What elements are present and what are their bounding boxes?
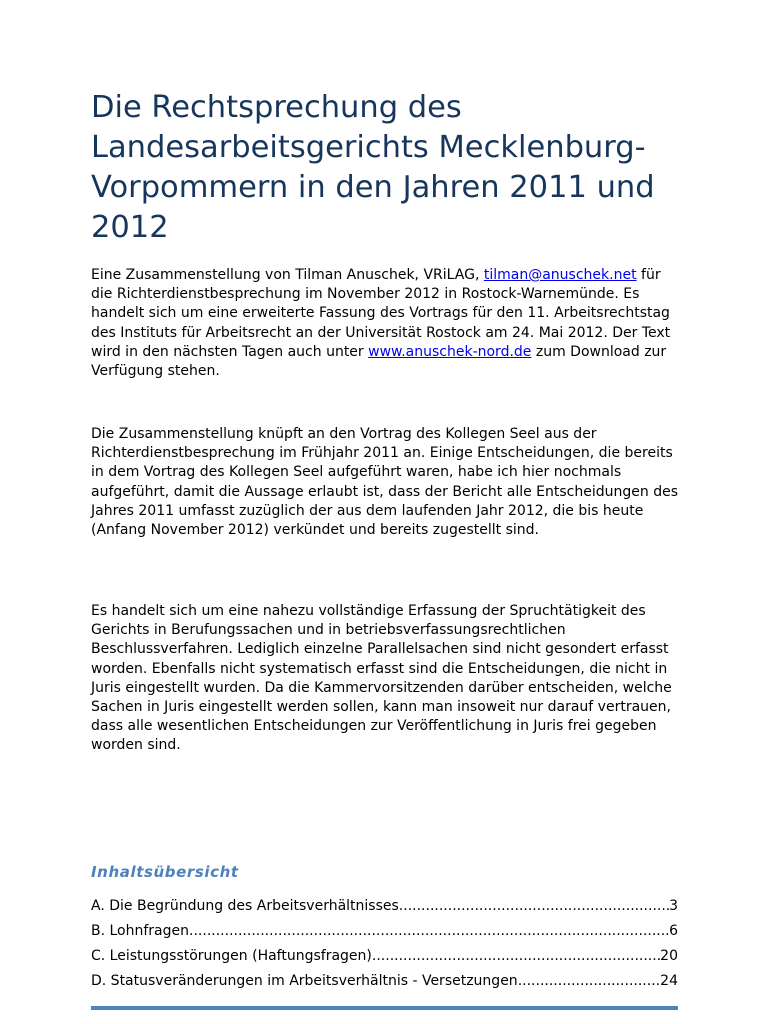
paragraph-previous-report: Die Zusammenstellung knüpft an den Vortrag des Kollegen Seel aus der Richterdienstbesprechung im Frühjahr 2011 an. Einige Entscheidungen, die bereits in dem Vortrag des Kollegen Seel aufgeführt waren, habe ich hier nochmals aufgeführt, damit die Aussage erlaubt ist, dass der Bericht alle Entscheidungen des Jahres 2011 umfasst zuzüglich der aus dem laufenden Jahr 2012, die bis heute (Anfang November 2012) verkündet und bereits zugestellt sind. bbox=[91, 426, 678, 539]
toc-item-page: 24 bbox=[660, 973, 678, 989]
toc-item-label: C. Leistungsstörungen (Haftungsfragen) bbox=[91, 948, 372, 964]
toc-item-label: D. Statusveränderungen im Arbeitsverhältnis - Versetzungen bbox=[91, 973, 518, 989]
intro-text-after-email: für die Richterdienstbesprechung im November 2012 in Rostock-Warnemünde. Es handelt sich um eine erweiterte Fassung des Vortrags für den 11. Arbeitsrechtstag des Instituts für Arbeitsrecht an der Universität Rostock am 24. Mai 2012. Der Text wird in den nächsten Tagen auch unter bbox=[91, 267, 671, 360]
intro-paragraph bbox=[91, 266, 681, 381]
toc-heading: Inhaltsübersicht bbox=[91, 863, 239, 881]
toc-item-label: B. Lohnfragen bbox=[91, 923, 190, 939]
email-link[interactable]: tilman@anuschek.net bbox=[483, 267, 637, 283]
toc-item-lohnfragen[interactable] bbox=[91, 921, 678, 946]
document-title: Die Rechtsprechung des Landesarbeitsgerichts Mecklenburg-Vorpommern in den Jahren 2011 und 2012 bbox=[91, 90, 655, 245]
toc-item-page: 3 bbox=[669, 898, 678, 914]
intro-text-after-website: zum Download zur Verfügung stehen. bbox=[91, 343, 667, 380]
toc-dot-leader bbox=[372, 946, 660, 966]
toc-item-page: 20 bbox=[660, 948, 678, 964]
toc-item-begruendung[interactable] bbox=[91, 896, 678, 921]
toc-item-leistungsstoerungen[interactable] bbox=[91, 946, 678, 971]
paragraph-coverage: Es handelt sich um eine nahezu vollständige Erfassung der Spruchtätigkeit des Gerichts in Berufungssachen und in betriebsverfassungsrechtlichen Beschlussverfahren. Lediglich einzelne Parallelsachen sind nicht gesondert erfasst worden. Ebenfalls nicht systematisch erfasst sind die Entscheidungen, die nicht in Juris eingestellt wurden. Da die Kammervorsitzenden darüber entscheiden, welche Sachen in Juris eingestellt werden sollen, kann man insoweit nur darauf vertrauen, dass alle wesentlichen Entscheidungen zur Veröffentlichung in Juris frei gegeben worden sind. bbox=[91, 603, 672, 754]
toc-item-statusveraenderungen[interactable] bbox=[91, 971, 678, 996]
toc-item-label: A. Die Begründung des Arbeitsverhältnisses bbox=[91, 898, 399, 914]
bottom-rule bbox=[91, 1006, 678, 1010]
website-link[interactable]: www.anuschek-nord.de bbox=[368, 343, 532, 360]
toc-dot-leader bbox=[189, 921, 669, 941]
table-of-contents bbox=[91, 896, 678, 996]
toc-dot-leader bbox=[399, 896, 669, 916]
toc-item-page: 6 bbox=[669, 923, 678, 939]
intro-text-before-email: Eine Zusammenstellung von Tilman Anuschek, VRiLAG, bbox=[91, 267, 484, 283]
toc-dot-leader bbox=[518, 971, 660, 991]
